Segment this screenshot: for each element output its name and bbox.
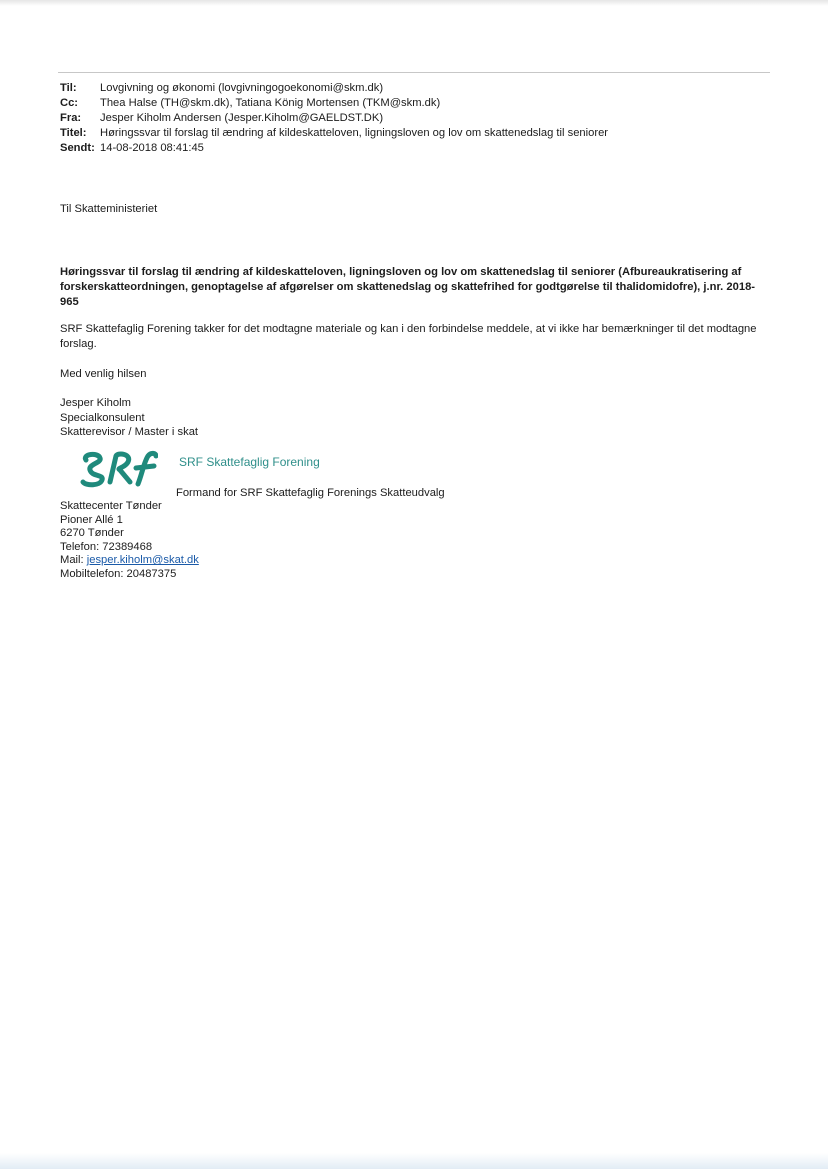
header-title-row: [60, 126, 772, 141]
header-to-row: [60, 81, 772, 96]
to-label: Til:: [60, 82, 77, 94]
to-value: Lovgivning og økonomi (lovgivningogoekonomi@skm.dk): [100, 82, 384, 94]
title-value: Høringssvar til forslag til ændring af kildeskatteloven, ligningsloven og lov om skattenedslag til seniorer: [100, 127, 609, 139]
from-value: Jesper Kiholm Andersen (Jesper.Kiholm@GAELDST.DK): [100, 112, 384, 124]
body-paragraph: SRF Skattefaglig Forening takker for det modtagne materiale og kan i den forbindelse meddele, at vi ikke har bemærkninger til det modtagne forslag.: [60, 323, 757, 350]
title-label: Titel:: [60, 127, 87, 139]
header-from-row: [60, 111, 772, 126]
sent-value: 14-08-2018 08:41:45: [100, 142, 204, 154]
contact-city: 6270 Tønder: [60, 527, 124, 540]
signature-title: Skatterevisor / Master i skat: [60, 426, 199, 438]
from-label: Fra:: [60, 112, 82, 124]
contact-street: Pioner Allé 1: [60, 513, 123, 526]
contact-mobile: Mobiltelefon: 20487375: [60, 567, 177, 580]
cc-label: Cc:: [60, 97, 79, 109]
signature-role: Specialkonsulent: [60, 411, 145, 424]
contact-mail-row: [60, 554, 199, 568]
cc-value: Thea Halse (TH@skm.dk), Tatiana König Mortensen (TKM@skm.dk): [100, 97, 441, 109]
mail-link[interactable]: jesper.kiholm@skat.dk: [86, 554, 199, 567]
signature-block: [60, 396, 772, 440]
contact-phone: Telefon: 72389468: [60, 540, 153, 553]
greeting: Til Skatteministeriet: [60, 203, 158, 215]
email-header: [60, 81, 772, 156]
contact-block: [60, 500, 199, 582]
header-divider: [58, 72, 770, 73]
subject-heading: Høringssvar til forslag til ændring af kildeskatteloven, ligningsloven og lov om skattenedslag til seniorer (Afbureaukratisering af forskerskatteordningen, genoptagelse af afgørelser om skattenedslag og skattefrihed for godtgørelse til thalidomidofre), j.nr. 2018-965: [60, 266, 756, 308]
mail-label: Mail:: [60, 554, 87, 567]
scan-top-edge: [0, 0, 828, 6]
contact-office: Skattecenter Tønder: [60, 500, 162, 512]
org-role: Formand for SRF Skattefaglig Forenings Skatteudvalg: [176, 487, 445, 499]
sent-label: Sendt:: [60, 142, 95, 154]
header-sent-row: [60, 141, 772, 156]
scan-bottom-edge: [0, 1153, 828, 1169]
org-name: SRF Skattefaglig Forening: [179, 455, 320, 469]
header-cc-row: [60, 96, 772, 111]
srf-logo-icon: [80, 450, 158, 490]
closing-line: Med venlig hilsen: [60, 368, 147, 380]
signature-name: Jesper Kiholm: [60, 397, 131, 409]
